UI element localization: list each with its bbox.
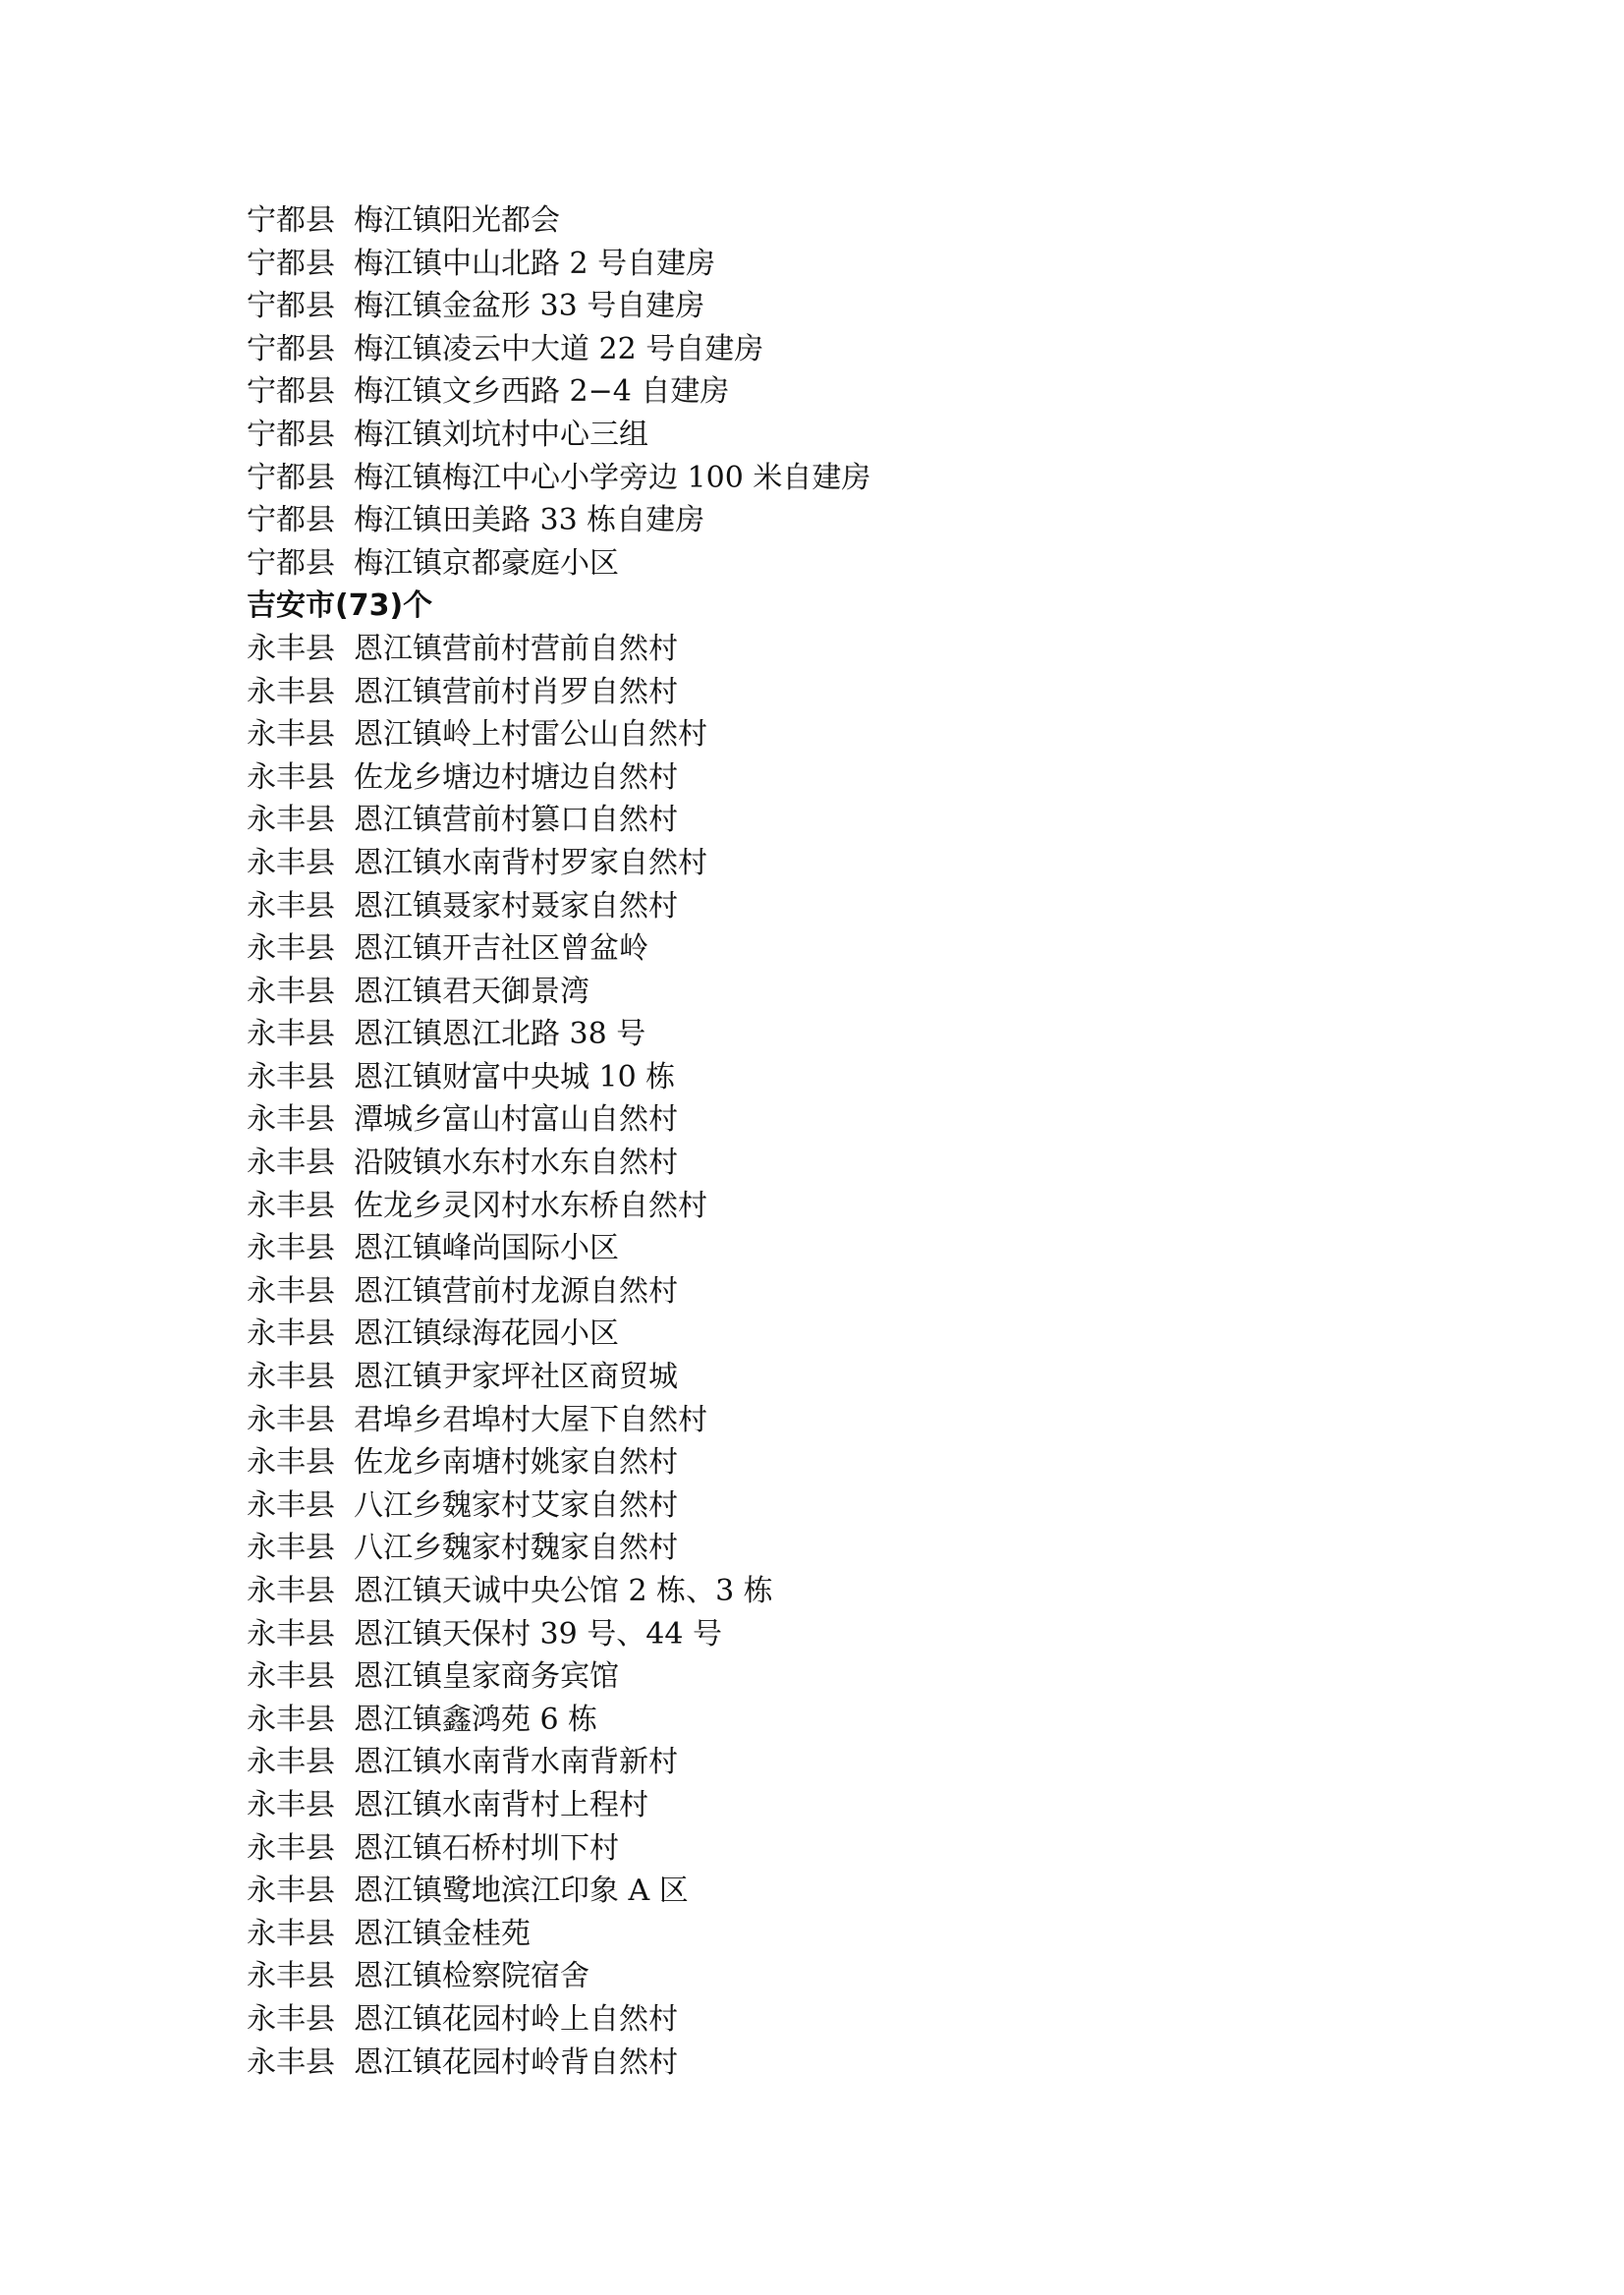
list-item — [247, 1913, 1426, 1956]
address: 恩江镇石桥村圳下村 — [354, 1830, 619, 1866]
list-item — [247, 671, 1426, 714]
address: 梅江镇中山北路 2 号自建房 — [354, 246, 716, 281]
list-item — [247, 713, 1426, 756]
address: 恩江镇财富中央城 10 栋 — [354, 1059, 676, 1094]
county-name: 永丰县 — [247, 1830, 335, 1866]
list-item — [247, 1098, 1426, 1142]
county-name: 永丰县 — [247, 1487, 335, 1523]
county-name: 永丰县 — [247, 1316, 335, 1352]
county-name: 永丰县 — [247, 931, 335, 967]
county-name: 永丰县 — [247, 1445, 335, 1481]
county-name: 永丰县 — [247, 1273, 335, 1309]
address: 梅江镇梅江中心小学旁边 100 米自建房 — [354, 460, 871, 495]
address: 恩江镇营前村营前自然村 — [354, 631, 678, 666]
address: 佐龙乡塘边村塘边自然村 — [354, 759, 678, 795]
county-name: 宁都县 — [247, 374, 335, 410]
address: 恩江镇恩江北路 38 号 — [354, 1017, 646, 1052]
county-name: 宁都县 — [247, 503, 335, 538]
list-item — [247, 799, 1426, 842]
list-item — [247, 1570, 1426, 1613]
county-name: 永丰县 — [247, 1659, 335, 1695]
list-item — [247, 328, 1426, 371]
address: 八江乡魏家村艾家自然村 — [354, 1487, 678, 1523]
address: 恩江镇花园村岭背自然村 — [354, 2044, 678, 2080]
address: 恩江镇天诚中央公馆 2 栋、3 栋 — [354, 1574, 773, 1608]
list-item — [247, 1013, 1426, 1056]
county-name: 永丰县 — [247, 631, 335, 666]
county-name: 永丰县 — [247, 2044, 335, 2080]
county-name: 宁都县 — [247, 246, 335, 281]
county-name: 永丰县 — [247, 717, 335, 753]
address: 佐龙乡南塘村姚家自然村 — [354, 1445, 678, 1481]
county-name: 永丰县 — [247, 974, 335, 1009]
address: 恩江镇花园村岭上自然村 — [354, 2001, 678, 2037]
county-name: 永丰县 — [247, 845, 335, 880]
county-name: 永丰县 — [247, 1188, 335, 1223]
county-name: 永丰县 — [247, 1146, 335, 1181]
list-item — [247, 1741, 1426, 1784]
county-name: 宁都县 — [247, 203, 335, 238]
address: 潭城乡富山村富山自然村 — [354, 1102, 678, 1138]
list-item — [247, 971, 1426, 1014]
address: 恩江镇尹家坪社区商贸城 — [354, 1360, 678, 1395]
address: 恩江镇水南背水南背新村 — [354, 1745, 678, 1780]
address: 恩江镇天保村 39 号、44 号 — [354, 1616, 722, 1651]
county-name: 永丰县 — [247, 1231, 335, 1266]
list-item — [247, 1955, 1426, 1998]
address: 恩江镇开吉社区曾盆岭 — [354, 931, 648, 967]
county-name: 宁都县 — [247, 289, 335, 324]
list-item — [247, 457, 1426, 500]
address: 恩江镇峰尚国际小区 — [354, 1231, 619, 1266]
list-item — [247, 927, 1426, 971]
address: 恩江镇鑫鸿苑 6 栋 — [354, 1702, 598, 1737]
list-item — [247, 542, 1426, 586]
address: 恩江镇岭上村雷公山自然村 — [354, 717, 707, 753]
county-name: 宁都县 — [247, 331, 335, 366]
list-item — [247, 1441, 1426, 1484]
list-item — [247, 285, 1426, 328]
list-item — [247, 499, 1426, 542]
address: 沿陂镇水东村水东自然村 — [354, 1146, 678, 1181]
county-name: 永丰县 — [247, 1402, 335, 1437]
list-item — [247, 1484, 1426, 1528]
address: 佐龙乡灵冈村水东桥自然村 — [354, 1188, 707, 1223]
address: 恩江镇聂家村聂家自然村 — [354, 888, 678, 924]
address: 君埠乡君埠村大屋下自然村 — [354, 1402, 707, 1437]
list-item — [247, 370, 1426, 414]
county-name: 永丰县 — [247, 759, 335, 795]
county-name: 宁都县 — [247, 545, 335, 581]
address: 恩江镇水南背村上程村 — [354, 1787, 648, 1822]
list-item — [247, 414, 1426, 457]
county-name: 宁都县 — [247, 417, 335, 452]
list-item — [247, 1527, 1426, 1570]
list-item — [247, 1227, 1426, 1270]
list-item — [247, 199, 1426, 243]
county-name: 永丰县 — [247, 1574, 335, 1608]
address: 恩江镇绿海花园小区 — [354, 1316, 619, 1352]
address: 梅江镇文乡西路 2−4 自建房 — [354, 374, 730, 410]
list-item — [247, 1270, 1426, 1314]
list-item — [247, 1655, 1426, 1699]
county-name: 永丰县 — [247, 1745, 335, 1780]
county-name: 永丰县 — [247, 1360, 335, 1395]
list-item — [247, 1998, 1426, 2042]
county-name: 永丰县 — [247, 888, 335, 924]
county-name: 永丰县 — [247, 1616, 335, 1651]
list-item — [247, 1399, 1426, 1442]
list-item — [247, 1827, 1426, 1871]
list-item — [247, 243, 1426, 286]
address: 恩江镇君天御景湾 — [354, 974, 589, 1009]
address: 梅江镇刘坑村中心三组 — [354, 417, 648, 452]
list-item — [247, 1784, 1426, 1827]
address: 恩江镇金桂苑 — [354, 1916, 531, 1951]
list-item — [247, 2042, 1426, 2085]
document-page — [247, 199, 1426, 2084]
list-item — [247, 1313, 1426, 1356]
county-name: 永丰县 — [247, 1874, 335, 1909]
address: 八江乡魏家村魏家自然村 — [354, 1531, 678, 1566]
address: 恩江镇营前村肖罗自然村 — [354, 674, 678, 709]
county-name: 永丰县 — [247, 1959, 335, 1994]
address: 恩江镇营前村篡口自然村 — [354, 803, 678, 838]
county-name: 永丰县 — [247, 674, 335, 709]
address: 恩江镇检察院宿舍 — [354, 1959, 589, 1994]
list-item — [247, 756, 1426, 800]
list-item — [247, 1613, 1426, 1656]
address: 恩江镇水南背村罗家自然村 — [354, 845, 707, 880]
address: 梅江镇凌云中大道 22 号自建房 — [354, 331, 764, 366]
county-name: 永丰县 — [247, 1787, 335, 1822]
list-item — [247, 1185, 1426, 1228]
county-name: 永丰县 — [247, 1017, 335, 1052]
county-name: 永丰县 — [247, 1531, 335, 1566]
list-item — [247, 1142, 1426, 1185]
list-item — [247, 1699, 1426, 1742]
county-name: 永丰县 — [247, 2001, 335, 2037]
county-name: 永丰县 — [247, 1916, 335, 1951]
list-item — [247, 842, 1426, 885]
county-name: 永丰县 — [247, 803, 335, 838]
county-name: 永丰县 — [247, 1102, 335, 1138]
address: 梅江镇阳光都会 — [354, 203, 560, 238]
section-heading: 吉安市(73)个 — [247, 588, 433, 624]
address: 梅江镇田美路 33 栋自建房 — [354, 503, 705, 538]
address: 恩江镇皇家商务宾馆 — [354, 1659, 619, 1695]
list-item — [247, 628, 1426, 671]
address: 梅江镇京都豪庭小区 — [354, 545, 619, 581]
address: 恩江镇营前村龙源自然村 — [354, 1273, 678, 1309]
address: 恩江镇鹭地滨江印象 A 区 — [354, 1874, 689, 1909]
county-name: 宁都县 — [247, 460, 335, 495]
list-item — [247, 1870, 1426, 1913]
list-item — [247, 1356, 1426, 1399]
county-name: 永丰县 — [247, 1702, 335, 1737]
address: 梅江镇金盆形 33 号自建房 — [354, 289, 705, 324]
list-item — [247, 885, 1426, 928]
county-name: 永丰县 — [247, 1059, 335, 1094]
list-item — [247, 1056, 1426, 1099]
